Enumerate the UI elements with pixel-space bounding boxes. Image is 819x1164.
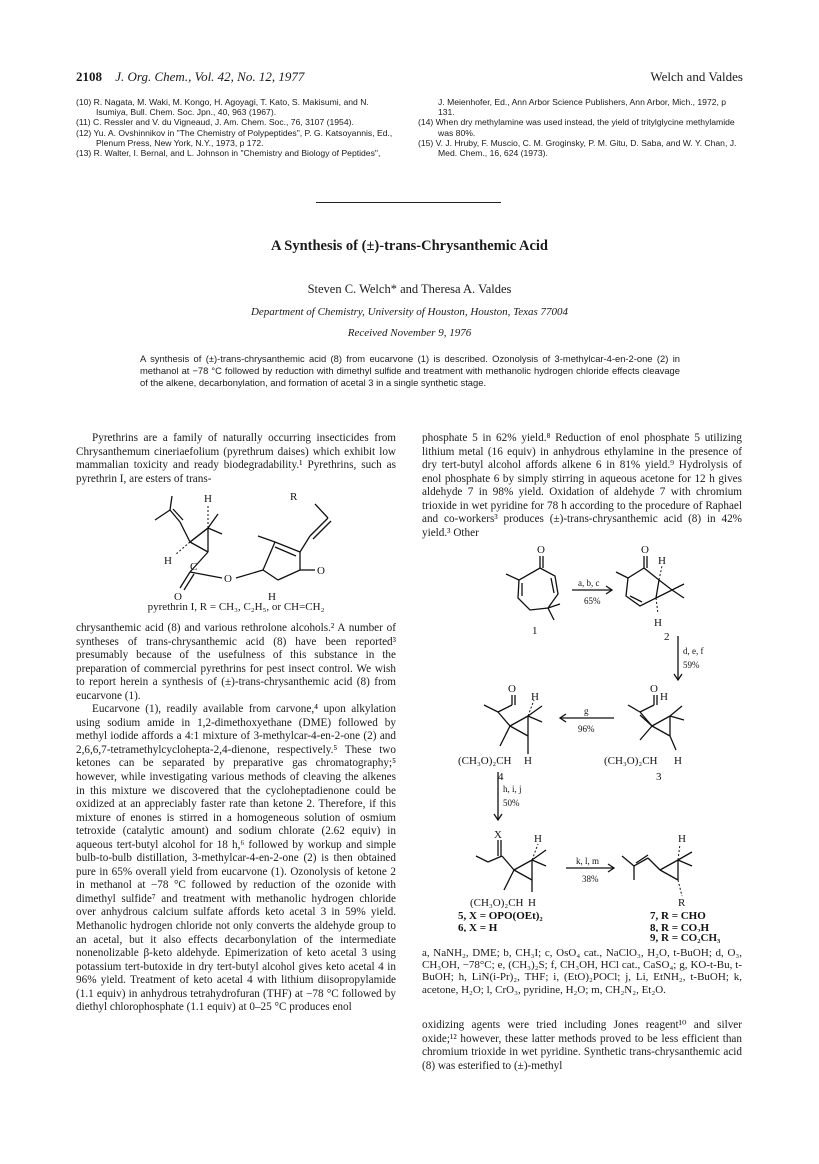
atom-label: H — [658, 555, 666, 567]
section-divider — [316, 202, 501, 203]
yield-label: 50% — [503, 798, 520, 808]
atom-label: H — [678, 833, 686, 845]
pyrethrin-caption: pyrethrin I, R = CH₃, C₂H₅, or CH=CH₂ — [147, 601, 325, 613]
atom-label: R — [290, 491, 298, 503]
page-number: 2108 — [76, 69, 102, 84]
paragraph: Pyrethrins are a family of naturally occurring insecticides from Chrysanthemum cineriaefolium (pyrethrum daises) which exhibit low mammalian toxicity and ready biodegradability.¹ Pyrethrins, such as pyrethrin I, are esters of trans- — [76, 432, 396, 485]
scheme-legend: a, NaNH₂, DME; b, CH₃I; c, OsO₄ cat., NaClO₃, H₂O, t-BuOH; d, O₃, CH₃OH, −78°C; e, (CH₃)₂S; f, CH₃OH, HCl cat., CaSO₄; g, KO-t-Bu, t-BuOH; h, LiN(i-Pr)₂, THF; i, (EtO)₂POCl; j, Li, EtNH₂, t-BuOH; k, acetone, H₂O; l, CrO₃, pyridine, H₂O; m, CH₂N₂, Et₂O. — [422, 947, 742, 996]
reference-item: (14) When dry methylamine was used instead, the yield of tritylglycine methylamide was 80%. — [418, 117, 735, 138]
compound-number: 2 — [664, 631, 670, 643]
atom-label: O — [537, 544, 545, 556]
compound-caption: 9, R = CO₂CH₃ — [650, 932, 721, 944]
journal-citation: J. Org. Chem., Vol. 42, No. 12, 1977 — [115, 69, 305, 84]
abstract: A synthesis of (±)-trans-chrysanthemic acid (8) from eucarvone (1) is described. Ozonolysis of 3-methylcar-4-en-2-one (2) in methanol at −78 °C followed by reduction with dimethyl sulfide and treatment with methanolic hydrogen chloride effects cleavage of the alkene, decarbonylation, and formation of acetal 3 in a single synthetic stage. — [140, 353, 680, 389]
affiliation: Department of Chemistry, University of Houston, Houston, Texas 77004 — [250, 306, 569, 318]
atom-label: H — [534, 833, 542, 845]
atom-label: H — [660, 691, 668, 703]
paragraph: Eucarvone (1), readily available from carvone,⁴ upon alkylation using sodium amide in 1,2-dimethoxyethane (DME) followed by methyl iodide affords a 4:1 mixture of 3-methylcar-4-en-2-one (2) and 2,6,6,7-tetramethylcyclohepta-2,4-dienone, respectively.⁵ These two ketones can be separated by preparative gas chromatography;⁵ however, while investigating various methods of cleaving the alkenes in this mixture we discovered that the cycloheptadienone could be oxidized at an appreciably faster rate than ketone 2. Therefore, if this mixture of enones is stirred in a homogeneous solution of osmium tetroxide (catalytic amount) and sodium chlorate (2.62 equiv) in aqueous tert-butyl alcohol for 18 h,⁶ followed by workup and simple bulb-to-bulb distillation, 3-methylcar-4-en-2-one (2) is then obtained pure in 65% overall yield from eucarvone (1). Ozonolysis of ketone 2 in methanol at −78 °C followed by reduction of the ozonide with dimethyl sulfide⁷ and treatment with methanolic hydrogen chloride over anhydrous calcium sulfate affords keto acetal 3 in 59% yield. Methanolic hydrogen chloride not only converts the aldehyde group to an acetal, but it also effects decarbonylation of the intermediate nonenolizable β-keto aldehyde. Epimerization of keto acetal 3 using potassium tert-butoxide in dry tert-butyl alcohol gives keto acetal 4 in 96% yield. Treatment of keto acetal 4 with lithium diisopropylamide (1.1 equiv) in anhydrous tetrahydrofuran (THF) at −78 °C followed by diethyl chlorophosphate (1.1 equiv) at 0–25 °C produces enol — [76, 703, 396, 1014]
reagent-label: g — [584, 706, 589, 716]
atom-label: X — [494, 829, 502, 841]
reagent-label: d, e, f — [683, 646, 704, 656]
atom-label: O — [317, 565, 325, 577]
article-authors: Steven C. Welch* and Theresa A. Valdes — [307, 282, 512, 296]
atom-label: O — [641, 544, 649, 556]
right-column-top — [422, 432, 742, 540]
atom-label: O — [174, 591, 182, 602]
atom-label: H — [674, 755, 682, 767]
reference-item: (10) R. Nagata, M. Waki, M. Kongo, H. Agoyagi, T. Kato, S. Makisumi, and N. Isumiya, Bull. Chem. Soc. Jpn., 40, 963 (1967). — [76, 97, 369, 118]
reference-item: (13) R. Walter, I. Bernal, and L. Johnson in "Chemistry and Biology of Peptides", — [76, 148, 381, 159]
atom-label: O — [224, 573, 232, 585]
atom-label: H — [268, 591, 276, 602]
yield-label: 65% — [584, 596, 601, 606]
reagent-label: k, l, m — [576, 856, 600, 866]
yield-label: 96% — [578, 724, 595, 734]
received-date: Received November 9, 1976 — [347, 327, 472, 339]
paragraph: chrysanthemic acid (8) and various rethrolone alcohols.² A number of syntheses of trans-chrysanthemic acid (8) have been reported³ presumably because of the usefulness of this substance in the preparation of commercial pyrethrins for pest insect control. We wish to report herein a synthesis of (±)-trans-chrysanthemic acid (8) from eucarvone (1). — [76, 622, 396, 702]
atom-label: C — [190, 561, 198, 573]
atom-label: H — [528, 897, 536, 909]
running-header — [76, 69, 304, 85]
atom-label: H — [164, 555, 172, 567]
left-column-top — [76, 432, 396, 486]
acetal-label: (CH₃O)₂CH — [604, 755, 658, 767]
compound-caption: 8, R = CO₂H — [650, 922, 710, 932]
atom-label: H — [204, 493, 212, 505]
reagent-label: a, b, c — [578, 578, 600, 588]
article-title: A Synthesis of (±)-trans-Chrysanthemic Acid — [270, 238, 548, 254]
references-right — [418, 97, 741, 158]
references-left — [76, 97, 394, 158]
paragraph: phosphate 5 in 62% yield.⁸ Reduction of enol phosphate 5 utilizing lithium metal (16 equiv) in anhydrous ethylamine in the presence of dry tert-butyl alcohol affords alkene 6 in 81% yield.⁹ Hydrolysis of enol phosphate 6 by simply stirring in aqueous acetone for 12 h gives aldehyde 7 in 98% yield. Oxidation of aldehyde 7 with chromium trioxide in wet pyridine for 78 h according to the procedure of Raphael and co-workers³ produces (±)-trans-chrysanthemic acid (8) in 42% yield.³ Other — [422, 432, 742, 539]
atom-label: O — [650, 683, 658, 695]
synthesis-scheme — [418, 540, 742, 932]
acetal-label: (CH₃O)₂CH — [458, 755, 512, 767]
atom-label: O — [508, 683, 516, 695]
compound-number: 1 — [532, 625, 538, 637]
atom-label: H — [654, 617, 662, 629]
compound-caption: 6, X = H — [458, 922, 498, 932]
reference-item: (12) Yu. A. Ovshinnikov in "The Chemistry of Polypeptides", P. G. Katsoyannis, Ed., Plenum Press, New York, N.Y., 1973, p 172. — [76, 127, 393, 148]
paragraph: oxidizing agents were tried including Jones reagent¹⁰ and silver oxide;¹² however, these latter methods proved to be less efficient than chromium trioxide in wet pyridine. Synthetic trans-chrysanthemic acid (8) was esterified to (±)-methyl — [422, 1019, 742, 1072]
compound-caption: 7, R = CHO — [650, 910, 706, 922]
yield-label: 59% — [683, 660, 700, 670]
compound-number: 3 — [656, 771, 662, 783]
compound-caption: 5, X = OPO(OEt)₂ — [458, 910, 543, 922]
atom-label: H — [531, 691, 539, 703]
left-column-body — [76, 622, 396, 1015]
reference-item: (11) C. Ressler and V. du Vigneaud, J. Am. Chem. Soc., 76, 3107 (1954). — [76, 117, 354, 128]
yield-label: 38% — [582, 874, 599, 884]
reagent-label: h, i, j — [503, 784, 522, 794]
running-authors: Welch and Valdes — [650, 69, 743, 84]
reference-item: (15) V. J. Hruby, F. Muscio, C. M. Groginsky, P. M. Gitu, D. Saba, and W. Y. Chan, J. Med. Chem., 16, 624 (1973). — [418, 137, 737, 159]
acetal-label: (CH₃O)₂CH — [470, 897, 524, 909]
atom-label: H — [524, 755, 532, 767]
reference-item: J. Meienhofer, Ed., Ann Arbor Science Publishers, Ann Arbor, Mich., 1972, p 131. — [438, 97, 727, 118]
atom-label: R — [678, 897, 686, 909]
right-column-body — [422, 1019, 742, 1073]
compound-number: 4 — [498, 771, 504, 783]
pyrethrin-structure — [150, 490, 350, 602]
